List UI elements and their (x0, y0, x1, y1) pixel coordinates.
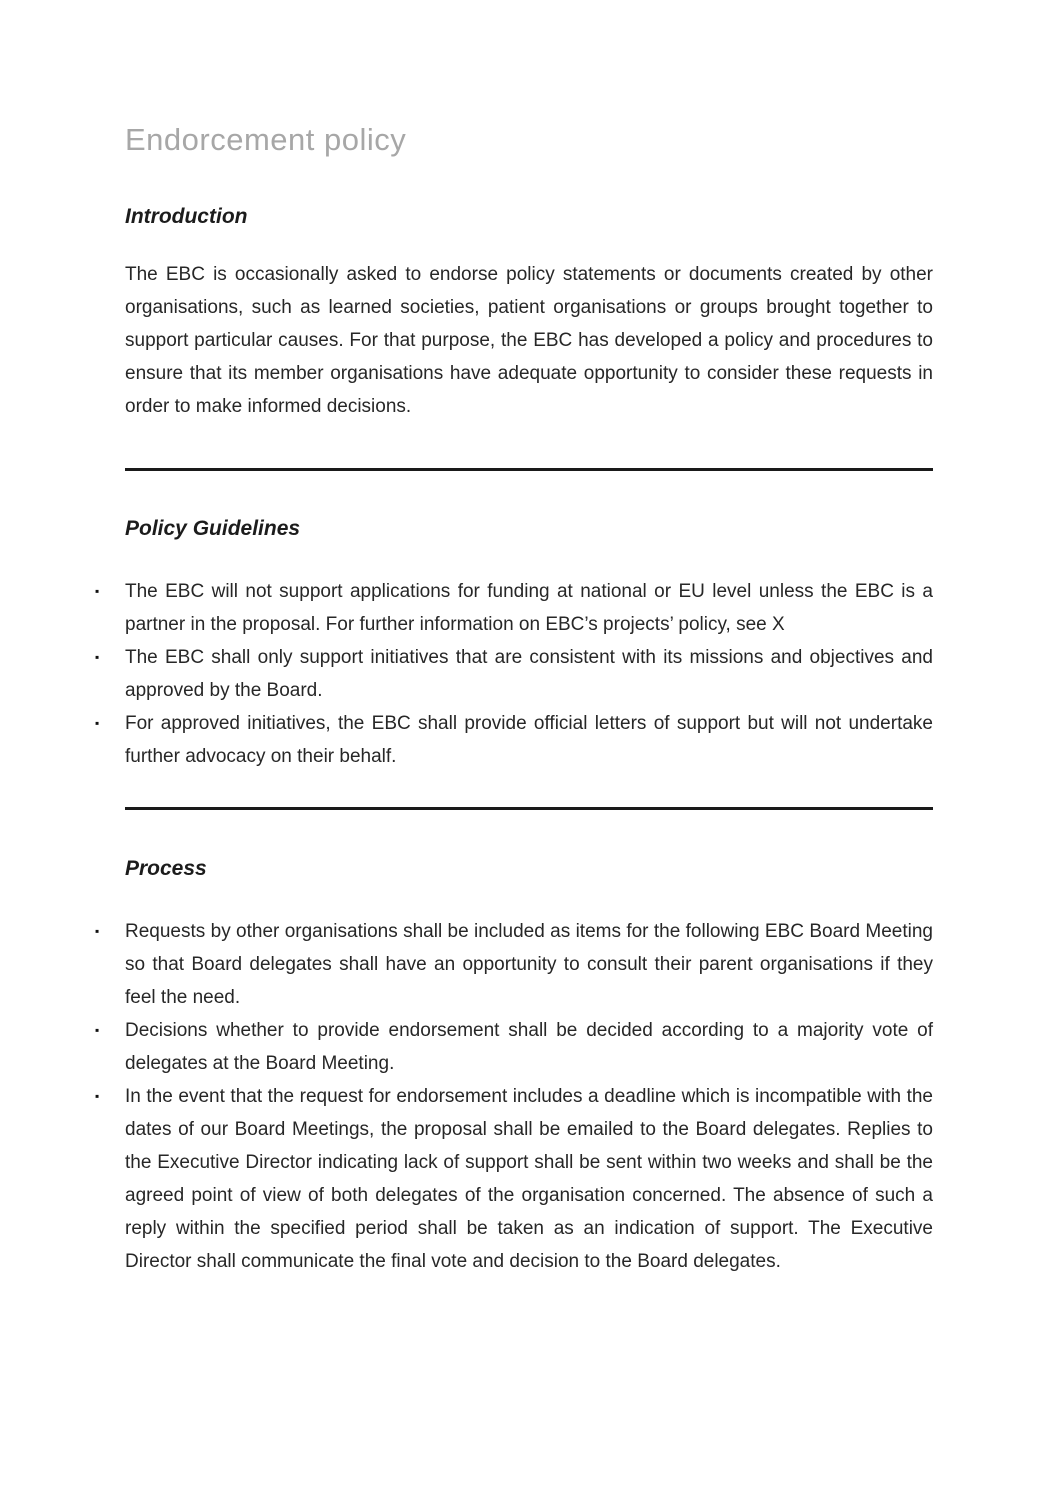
list-item-text: The EBC will not support applications for funding at national or EU level unless the EBC is a partner in the proposal. For further information on EBC’s projects’ policy, see X (125, 581, 933, 635)
section-divider (125, 807, 933, 810)
policy-guidelines-list (95, 575, 933, 773)
list-item-text: For approved initiatives, the EBC shall provide official letters of support but will not undertake further advocacy on their behalf. (125, 713, 933, 767)
introduction-heading: Introduction (125, 205, 248, 228)
list-item (95, 575, 933, 641)
list-item-text: Decisions whether to provide endorsement shall be decided according to a majority vote of delegates at the Board Meeting. (125, 1020, 933, 1074)
list-item (95, 707, 933, 773)
section-process (95, 855, 933, 1278)
list-item (95, 1080, 933, 1278)
list-item (95, 1014, 933, 1080)
square-bullet-icon: ▪ (95, 924, 100, 938)
policy-guidelines-heading: Policy Guidelines (125, 517, 301, 540)
square-bullet-icon: ▪ (95, 650, 100, 664)
document-title: Endorcement policy (125, 122, 407, 157)
square-bullet-icon: ▪ (95, 716, 100, 730)
square-bullet-icon: ▪ (95, 584, 100, 598)
introduction-paragraph: The EBC is occasionally asked to endorse policy statements or documents created by other organisations, such as learned societies, patient organisations or groups brought together to support particular causes. For that purpose, the EBC has developed a policy and procedures to ensure that its member organisations have adequate opportunity to consider these requests in order to make informed decisions. (125, 264, 933, 417)
list-item-text: Requests by other organisations shall be included as items for the following EBC Board Meeting so that Board delegates shall have an opportunity to consult their parent organisations if they feel the need. (125, 921, 933, 1008)
square-bullet-icon: ▪ (95, 1023, 100, 1037)
process-heading: Process (125, 857, 207, 880)
list-item (95, 915, 933, 1014)
list-item (95, 641, 933, 707)
section-divider (125, 468, 933, 471)
list-item-text: The EBC shall only support initiatives that are consistent with its missions and objectives and approved by the Board. (125, 647, 933, 701)
process-list (95, 915, 933, 1278)
square-bullet-icon: ▪ (95, 1089, 100, 1103)
section-policy-guidelines (95, 515, 933, 773)
section-introduction (125, 203, 933, 423)
list-item-text: In the event that the request for endorsement includes a deadline which is incompatible with the dates of our Board Meetings, the proposal shall be emailed to the Board delegates. Replies to the Executive Director indicating lack of support shall be sent within two weeks and shall be the agreed point of view of both delegates of the organisation concerned. The absence of such a reply within the specified period shall be taken as an indication of support. The Executive Director shall communicate the final vote and decision to the Board delegates. (125, 1086, 933, 1272)
